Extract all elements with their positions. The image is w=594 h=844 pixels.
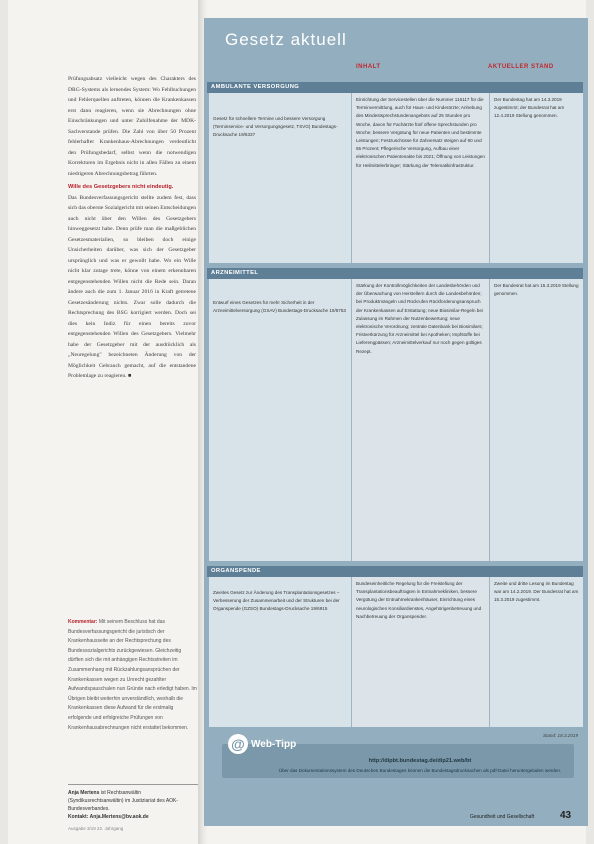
content-cell: Bundeseinheitliche Regelung für die Freistellung der Transplantationsbeauftragten in Entnahmekliniken, bessere Vergütung der Entnahmekrankenhäuser, Einrichtung eines neurologischen Konsiliardienstes, Angehörigenbetreuung und Nachbetreuung der Organspender. [351,577,489,727]
law-cell: Entwurf eines Gesetzes für mehr Sicherheit in der Arzneimittelversorgung (GSAV) Bundestags-Drucksache 19/8753 [209,279,351,561]
status-cell: Der Bundesrat hat am 15.3.2019 Stellung genommen. [489,279,583,561]
section-heading: AMBULANTE VERSORGUNG [207,82,583,93]
law-cell: Gesetz für schnellere Termine und bessere Versorgung (Terminservice- und Versorgungsgesetz, TSVG) Bundestags-Drucksache 19/6337 [209,93,351,263]
article-column [68,74,196,382]
panel-title: Gesetz aktuell [225,30,347,49]
stand-date: Stand: 18.3.2019 [543,733,578,738]
column-header-content: INHALT [356,64,381,70]
article-paragraph: Das Bundesverfassungsgericht stellte zudem fest, dass sich das oberste Sozialgericht mit seinen Entscheidungen auch nicht über den Willen des Gesetzgebers hinweggesetzt habe. Denn prüfe man die maßgeblichen Gesetzesmaterialien, so bleiben doch einige Unsicherheiten darüber, was sich der Gesetzgeber ursprünglich und was er gewollt habe. Wo ein Wille nicht klar zutage trete, könne von einem erkennbaren entgegenstehenden Willen nicht die Rede sein. Daran ändere auch die zum 1. Januar 2016 in Kraft getretene Gesetzesänderung nichts. Zwar solle dadurch die Rechtsprechung des BSG korrigiert werden. Doch sei dies kein Indiz für einen bereits zuvor entgegenstehenden Willen des Gesetzgebers. Vielmehr habe der Gesetzgeber mit der ausdrücklich als „Neuregelung" bezeichneten Änderung von der Möglichkeit Gebrauch gemacht, auf die entstandene Problemlage zu reagieren. ■ [68,194,197,379]
at-sign-icon: @ [228,734,248,754]
column-header-status: AKTUELLER STAND [488,64,554,70]
content-cell: Einrichtung der Servicestellen über die Nummer 116117 für die Terminvermittlung, auch für Haus- und Kinderärzte; Anhebung des Mindestsprechstundenangebots auf 25 Stunden pro Woche, davon für Fachärzte fünf offene Sprechstunden pro Woche; bessere Vergütung für neue Patienten und bestimmte Leistungen; Festzuschüsse für Zahnersatz steigen auf 60 und 65 Prozent; Pflegerische Versorgung, Aufbau einer elektronischen Patientenakte bis 2021; Öffnung von Leistungen für Heilmittelerbringer; Stärkung der Telematikinfrastruktur. [351,93,489,263]
issue-footer: Ausgabe 3/19 22. Jahrgang [68,826,124,831]
article-paragraph: Prüfungsabsatz vielleicht wegen des Charakters des DRG-Systems als lernendes System: Wo Fehlbuchungen und Fehlerquellen auftreten, können die Krankenkassen erst dann reagieren, wenn sie Abrechnungen ohne Einschränkungen und unter Zuhilfenahme der MDK-Sachverstande prüfen. Die Zahl von über 50 Prozent fehlerhafter Krankenhaus-Abrechnungen verdeutlicht den Prüfungsbedarf, selbst wenn die notwendigen Korrekturen im Ergebnis nicht in allen Fällen zu einem niedrigeren Abrechnungsbetrag führten. [68,76,196,177]
author-role: ist Rechtsanwältin (Syndikusrechtsanwältin) im Justiziariat des AOK-Bundesverbandes. [68,790,179,812]
content-cell: Stärkung der Kontrollmöglichkeiten der Landesbehörden und der Überwachung von Herstellern durch die Landesbehörden; bei Produktmängeln und Rückrufen Rückforderungsanspruch der Krankenkassen auf Erstattung; neue Biosimilar-Regeln bei Zulassung im Rahmen der Nutzenbewertung; neue elektronische Verordnung; zentrale Datenbank bei Biosimilars; Fristverkürzung für Arzneimittel bei Apotheken; Impfstoffe bei Lieferengpässen; Arzneimittelverkauf nur noch gegen gültiges Rezept. [351,279,489,561]
comment-box [68,618,198,733]
magazine-footer: Gesundheit und Gesellschaft [470,814,535,820]
section-heading: ARZNEIMITTEL [207,268,583,279]
comment-label: Kommentar: [68,619,98,625]
web-tip-text: Über das Dokumentationssystem des Deutschen Bundestages können die Bundestagsdrucksachen als pdf-Datei heruntergeladen werden. [278,768,562,773]
author-box [68,784,198,821]
article-subheading: Wille des Gesetzgebers nicht eindeutig. [68,184,174,190]
web-tip-label: Web-Tipp [251,738,297,750]
status-cell: Der Bundestag hat am 14.3.2019 zugestimmt; der Bundesrat hat am 12.4.2019 Stellung genommen. [489,93,583,263]
comment-text: Mit seinem Beschluss hat das Bundesverfassungsgericht die juristisch der Krankenhausseite an der Rechtsprechung des Bundessozialgerichts zurückgewiesen. Gleichzeitig dürften sich die mit anhängigen Rechtsstreiten im Zusammenhang mit Rückzahlungsansprüchen der Krankenkassen wegen zu Unrecht gezahlter Aufwandspauschalen nun Gründe nach erledigt haben. Im Übrigen bleibt weiterhin unverständlich, weshalb die Krankenkassen diese Aufwand für die erstmalig erfolgende und erfolgreiche Prüfungen von Krankenhausabrechnungen nicht erstattet bekommen. [68,619,197,731]
page-number: 43 [560,810,572,821]
contact-label: Kontakt: [68,814,89,820]
law-cell: Zweites Gesetz zur Änderung des Transplantationsgesetzes – Verbesserung der Zusammenarbeit und der Strukturen bei der Organspende (GZSO) Bundestags-Drucksache 19/6915 [209,577,351,727]
contact-email: Anja.Mertens@bv.aok.de [89,814,149,820]
status-cell: Zweite und dritte Lesung im Bundestag war am 14.2.2019. Der Bundesrat hat am 15.3.2019 zugestimmt. [489,577,583,727]
web-tip-header [228,735,296,753]
web-tip-link[interactable]: http://dipbt.bundestag.de/dip21.web/bt [368,758,472,764]
author-name: Anja Mertens [68,790,100,796]
section-heading: ORGANSPENDE [207,566,583,577]
